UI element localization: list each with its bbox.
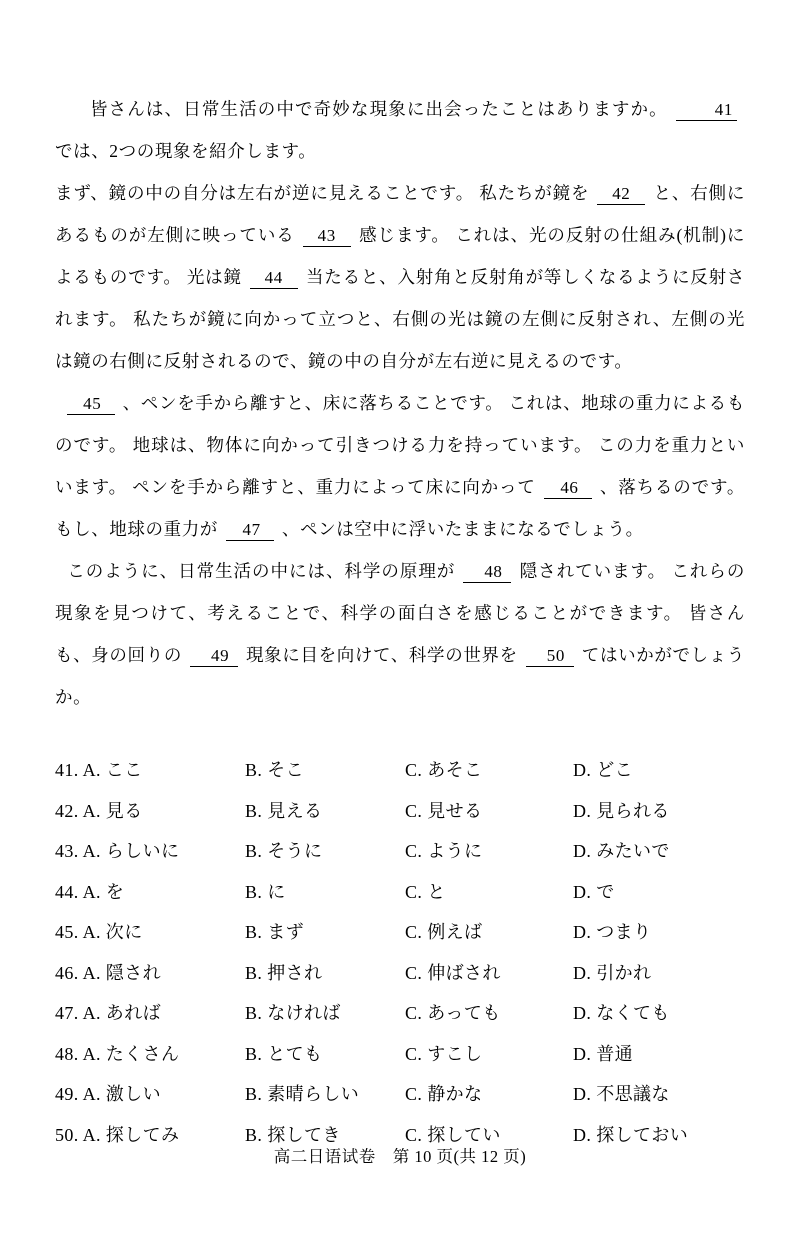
question-48-option-C: C. すこし: [405, 1043, 483, 1064]
question-43-option-D: D. みたいで: [573, 841, 670, 861]
question-50-option-C: C. 探してい: [405, 1124, 501, 1145]
blank-48: 48: [463, 562, 511, 583]
question-row-49: [55, 1074, 745, 1115]
question-47-option-B: B. なければ: [245, 1003, 341, 1023]
question-46-option-C: C. 伸ばされ: [405, 962, 501, 983]
passage-text: 隠されています。 これらの現象を見つけて、考えることで、科学の面白さを感じることができます。 皆さんも、身の回りの: [55, 561, 745, 665]
passage-text: 皆さんは、日常生活の中で奇妙な現象に出会ったことはありますか。: [90, 99, 668, 119]
question-50-option-A: 50. A. 探してみ: [55, 1124, 180, 1145]
question-42-option-A: 42. A. 見る: [55, 800, 143, 821]
question-42-option-B: B. 見える: [245, 800, 323, 821]
question-row-44: [55, 872, 745, 913]
question-row-43: [55, 831, 745, 872]
passage-text: このように、日常生活の中には、科学の原理が: [67, 561, 456, 581]
question-44-option-D: D. で: [573, 881, 615, 902]
question-49-option-B: B. 素晴らしい: [245, 1084, 360, 1104]
question-43-option-A: 43. A. らしいに: [55, 841, 180, 861]
question-47-option-A: 47. A. あれば: [55, 1003, 162, 1023]
question-47-option-C: C. あっても: [405, 1003, 501, 1023]
questions: [55, 750, 745, 1155]
passage-text: 、ペンを手から離すと、床に落ちることです。 これは、地球の重力によるものです。 地球は、物体に向かって引きつける力を持っています。 この力を重力といいます。 ペンを手から離すと、重力によって床に向かって: [55, 393, 745, 497]
question-50-option-D: D. 探しておい: [573, 1124, 689, 1145]
question-row-47: [55, 993, 745, 1034]
blank-43: 43: [303, 226, 351, 247]
passage-paragraph: [55, 88, 745, 172]
question-row-48: [55, 1034, 745, 1075]
passage-text: と、右側にあるものが左側に映っている: [55, 183, 745, 245]
blank-41: 41: [676, 100, 737, 121]
question-42-option-D: D. 見られる: [573, 800, 670, 821]
blank-49: 49: [190, 646, 238, 667]
question-44-option-B: B. に: [245, 881, 286, 902]
question-row-41: [55, 750, 745, 791]
question-48-option-A: 48. A. たくさん: [55, 1043, 180, 1064]
question-48-option-D: D. 普通: [573, 1043, 633, 1064]
question-41-option-C: C. あそこ: [405, 760, 483, 780]
question-44-option-C: C. と: [405, 881, 446, 902]
question-41-option-D: D. どこ: [573, 760, 633, 780]
question-46-option-B: B. 押され: [245, 962, 323, 983]
question-49-option-A: 49. A. 激しい: [55, 1084, 162, 1104]
question-row-45: [55, 912, 745, 953]
question-42-option-C: C. 見せる: [405, 800, 483, 821]
question-45-option-D: D. つまり: [573, 922, 652, 942]
question-41-option-B: B. そこ: [245, 760, 305, 780]
passage-paragraph: [55, 382, 745, 550]
passage-paragraph: [55, 550, 745, 718]
question-48-option-B: B. とても: [245, 1043, 323, 1064]
passage-paragraph: [55, 172, 745, 382]
question-49-option-D: D. 不思議な: [573, 1084, 670, 1104]
blank-46: 46: [544, 478, 592, 499]
question-45-option-B: B. まず: [245, 922, 305, 942]
question-45-option-A: 45. A. 次に: [55, 922, 143, 942]
question-49-option-C: C. 静かな: [405, 1084, 483, 1104]
question-50-option-B: B. 探してき: [245, 1124, 341, 1145]
passage-text: 、落ちるのです。 もし、地球の重力が: [55, 477, 745, 539]
passage-text: 感じます。 これは、光の反射の仕組み(机制)によるものです。 光は鏡: [55, 225, 745, 287]
question-41-option-A: 41. A. ここ: [55, 760, 143, 780]
question-row-46: [55, 953, 745, 994]
passage-text: まず、鏡の中の自分は左右が逆に見えることです。 私たちが鏡を: [55, 183, 590, 203]
blank-45: 45: [67, 394, 115, 415]
question-43-option-C: C. ように: [405, 841, 483, 861]
question-45-option-C: C. 例えば: [405, 922, 483, 942]
question-46-option-A: 46. A. 隠され: [55, 962, 162, 983]
blank-50: 50: [526, 646, 574, 667]
passage: [55, 88, 745, 718]
page-footer: 高二日语试卷 第 10 页(共 12 页): [273, 1147, 527, 1166]
question-47-option-D: D. なくても: [573, 1003, 670, 1023]
blank-42: 42: [597, 184, 645, 205]
blank-47: 47: [226, 520, 274, 541]
passage-text: 、ペンは空中に浮いたままになるでしょう。: [281, 519, 644, 539]
passage-text: 現象に目を向けて、科学の世界を: [245, 645, 518, 665]
passage-text: 当たると、入射角と反射角が等しくなるように反射されます。 私たちが鏡に向かって立つと、右側の光は鏡の左側に反射され、左側の光は鏡の右側に反射されるので、鏡の中の自分が左右逆に見えるのです。: [55, 267, 745, 371]
question-43-option-B: B. そうに: [245, 841, 323, 861]
passage-text: てはいかがでしょうか。: [55, 645, 746, 707]
passage-text: では、2つの現象を紹介します。: [55, 141, 317, 161]
question-44-option-A: 44. A. を: [55, 881, 125, 902]
blank-44: 44: [250, 268, 298, 289]
question-46-option-D: D. 引かれ: [573, 962, 652, 983]
question-row-42: [55, 791, 745, 832]
